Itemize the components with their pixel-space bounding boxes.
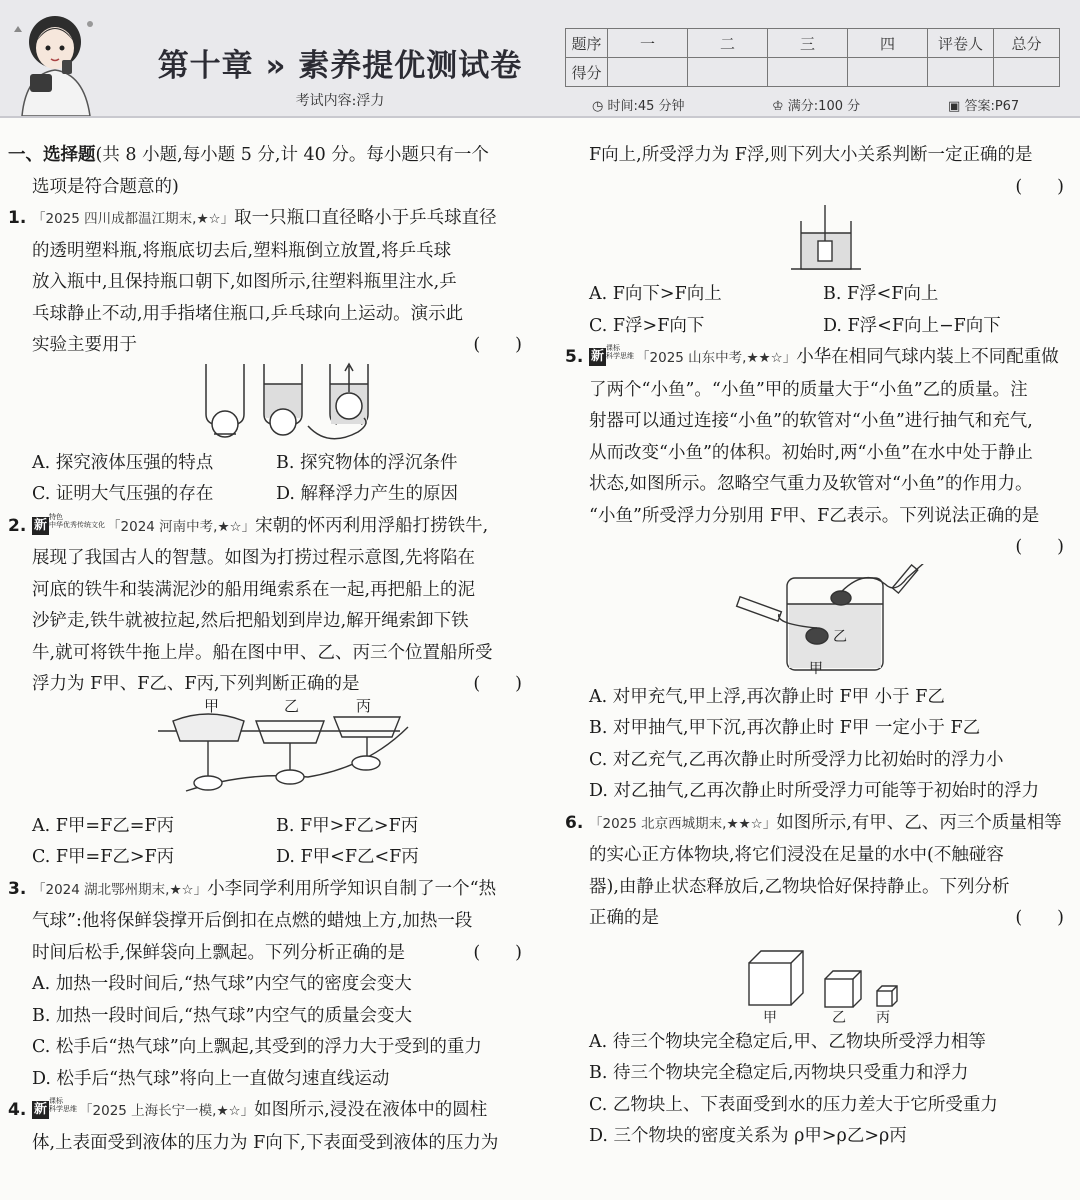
answer-bracket[interactable]: ( ): [473, 942, 522, 963]
new-badge: 新: [591, 349, 605, 364]
option-a[interactable]: A. 待三个物块完全稳定后,甲、乙物块所受浮力相等: [589, 1031, 986, 1052]
option-a[interactable]: A. F向下>F向上: [589, 284, 722, 304]
option-c[interactable]: C. 对乙充气,乙再次静止时所受浮力比初始时的浮力小: [589, 749, 1004, 770]
option-d[interactable]: D. F甲<F乙<F丙: [276, 847, 419, 867]
left-column: [8, 140, 528, 1159]
q2-boat-figure: [8, 696, 528, 811]
option-c[interactable]: C. F浮>F向下: [589, 315, 705, 336]
new-badge: 新: [34, 1102, 48, 1117]
label-bing: 丙: [356, 696, 372, 715]
label-yi: 乙: [832, 1009, 846, 1026]
option-b[interactable]: B. F浮<F向上: [823, 284, 939, 304]
page-header: [0, 0, 1080, 118]
question-4: 4. 新课标 科学思维 「2025 上海长宁一模,★☆」如图所示,浸没在液体中的圆柱 体,上表面受到液体的压力为 F向下,下表面受到液体的压力为: [8, 1097, 499, 1153]
mascot-girl-illustration: [0, 2, 118, 116]
new-badge: 新: [34, 517, 48, 533]
answer-text: 答案:P67: [964, 99, 1020, 114]
time-text: 时间:45 分钟: [607, 99, 685, 114]
q1-bottle-figure: [8, 362, 528, 448]
option-b[interactable]: B. 对甲抽气,甲下沉,再次静止时 F甲 一定小于 F乙: [589, 718, 981, 738]
standard-badge: 课标 科学思维: [606, 344, 635, 360]
answer-bracket[interactable]: ( ): [473, 335, 522, 355]
row-label-score: 得分: [566, 58, 608, 87]
exam-content-label: 考试内容:浮力: [295, 93, 385, 109]
question-6: 6. 「2025 北京西城期末,★★☆」如图所示,有甲、乙、丙三个质量相等 的实心正方体物块,将它们浸没在足量的水中(不触碰容 器),由静止状态释放后,乙物块恰好保持静止。下列分析 正确的是 ( ) 甲 乙 丙 A. 待三个物块完全稳定后,甲、乙物块所受浮力相等 B. 待三个物块完全稳定后,丙物块只受重力和浮力 C. 乙物块上、下表面受到水的压力差大于它所受重力 D. 三个物块的密度关系为 ρ甲>ρ乙>ρ丙: [565, 808, 1070, 1153]
option-b[interactable]: B. 待三个物块完全稳定后,丙物块只受重力和浮力: [589, 1063, 969, 1083]
option-b[interactable]: B. 加热一段时间后,“热气球”内空气的质量会变大: [32, 1005, 412, 1026]
q5-fish-figure: [565, 564, 1070, 682]
time-info: [592, 95, 685, 114]
option-c[interactable]: C. 证明大气压强的存在: [32, 484, 214, 504]
score-cell[interactable]: [994, 58, 1060, 87]
full-score-text: 满分:100 分: [787, 99, 861, 114]
score-table-row-order: [566, 29, 1060, 58]
option-d[interactable]: D. 松手后“热气球”将向上一直做匀速直线运动: [32, 1068, 390, 1089]
q4-continued: F向上,所受浮力为 F浮,则下列大小关系判断一定正确的是: [589, 145, 1033, 165]
section-1-heading: 一、选择题(共 8 小题,每小题 5 分,计 40 分。每小题只有一个: [8, 145, 489, 165]
score-cell[interactable]: [688, 58, 768, 87]
trophy-icon: ♔: [772, 99, 784, 114]
answer-bracket[interactable]: ( ): [1015, 908, 1064, 928]
col-2: 二: [688, 29, 768, 58]
clock-icon: ◷: [592, 99, 604, 114]
option-b[interactable]: B. F甲>F乙>F丙: [276, 815, 419, 836]
option-a[interactable]: A. 探究液体压强的特点: [32, 452, 214, 473]
option-c[interactable]: C. F甲=F乙>F丙: [32, 847, 175, 867]
question-2: 2. 新特色 中华优秀传统文化 「2024 河南中考,★☆」宋朝的怀丙利用浮船打捞铁牛, 展现了我国古人的智慧。如图为打捞过程示意图,先将陷在 河底的铁牛和装满泥沙的船用绳索系在一起,再把船上的泥 沙铲走,铁牛就被拉起,然后把船划到岸边,解开绳索卸下铁 牛,就可将铁牛拖上岸。船在图中甲、乙、丙三个位置船所受 浮力为 F甲、F乙、F丙,下列判断正确的是 ( ) 甲 乙 丙 A. F甲=F乙=F丙 B. F甲>F乙>F丙 C. F甲=F乙>F丙 D. F甲<F乙<F丙: [8, 511, 528, 874]
option-c[interactable]: C. 乙物块上、下表面受到水的压力差大于它所受重力: [589, 1094, 998, 1115]
option-c[interactable]: C. 松手后“热气球”向上飘起,其受到的浮力大于受到的重力: [32, 1037, 482, 1057]
section-1-desc: 选项是符合题意的): [32, 176, 179, 197]
right-column: [565, 140, 1070, 1153]
option-a[interactable]: A. 加热一段时间后,“热气球”内空气的密度会变大: [32, 974, 412, 994]
option-b[interactable]: B. 探究物体的浮沉条件: [276, 452, 458, 473]
question-1: 1. 「2025 四川成都温江期末,★☆」取一只瓶口直径略小于乒乓球直径 的透明塑料瓶,将瓶底切去后,塑料瓶倒立放置,将乒乓球 放入瓶中,且保持瓶口朝下,如图所示,往塑料瓶里注水,乒 乓球静止不动,用手指堵住瓶口,乒乓球向上运动。演示此 实验主要用于 ( ) A. 探究液体压强的特点 B. 探究物体的浮沉条件 C. 证明大气压强的存在 D. 解释浮力产生的原因: [8, 203, 528, 511]
label-jia: 甲: [763, 1009, 777, 1026]
standard-badge: 课标 科学思维: [49, 1097, 78, 1113]
label-jia: 甲: [809, 660, 823, 677]
col-total: 总分: [994, 29, 1060, 58]
score-cell[interactable]: [608, 58, 688, 87]
score-cell[interactable]: [848, 58, 928, 87]
q4-cylinder-figure: [565, 203, 1070, 279]
row-label-order: 题序: [566, 29, 608, 58]
label-jia: 甲: [204, 696, 220, 715]
score-table: [565, 28, 1060, 87]
col-4: 四: [848, 29, 928, 58]
label-yi: 乙: [284, 696, 300, 715]
score-cell[interactable]: [768, 58, 848, 87]
score-cell[interactable]: [928, 58, 994, 87]
chapter-title: 第十章 » 素养提优测试卷: [157, 48, 523, 84]
option-d[interactable]: D. 解释浮力产生的原因: [276, 484, 459, 504]
option-a[interactable]: A. F甲=F乙=F丙: [32, 815, 175, 836]
option-d[interactable]: D. F浮<F向上−F向下: [823, 315, 1001, 336]
option-d[interactable]: D. 对乙抽气,乙再次静止时所受浮力可能等于初始时的浮力: [589, 781, 1040, 801]
question-3: 3. 「2024 湖北鄂州期末,★☆」小李同学利用所学知识自制了一个“热 气球”:他将保鲜袋撑开后倒扣在点燃的蜡烛上方,加热一段 时间后松手,保鲜袋向上飘起。下列分析正确的是 ( ) A. 加热一段时间后,“热气球”内空气的密度会变大 B. 加热一段时间后,“热气球”内空气的质量会变大 C. 松手后“热气球”向上飘起,其受到的浮力大于受到的重力 D. 松手后“热气球”将向上一直做匀速直线运动: [8, 874, 528, 1096]
answer-bracket[interactable]: ( ): [473, 674, 522, 694]
col-grader: 评卷人: [928, 29, 994, 58]
question-5: 5. 新课标 科学思维 「2025 山东中考,★★☆」小华在相同气球内装上不同配重做 了两个“小鱼”。“小鱼”甲的质量大于“小鱼”乙的质量。注 射器可以通过连接“小鱼”的软管对“小鱼”进行抽气和充气, 从而改变“小鱼”的体积。初始时,两“小鱼”在水中处于静止 状态,如图所示。忽略空气重力及软管对“小鱼”的作用力。 “小鱼”所受浮力分别用 F甲、F乙表示。下列说法正确的是 ( ) 乙 甲 A. 对甲充气,甲上浮,再次静止时 F甲 小于 F乙 B. 对甲抽气,甲下沉,再次静止时 F甲 一定小于 F乙 C. 对乙充气,乙再次静止时所受浮力比初始时的浮力小 D. 对乙抽气,乙再次静止时所受浮力可能等于初始时的浮力: [565, 342, 1070, 808]
answer-info: [948, 95, 1019, 114]
score-table-row-score: [566, 58, 1060, 87]
label-bing: 丙: [876, 1009, 890, 1026]
option-a[interactable]: A. 对甲充气,甲上浮,再次静止时 F甲 小于 F乙: [589, 686, 945, 707]
col-1: 一: [608, 29, 688, 58]
option-d[interactable]: D. 三个物块的密度关系为 ρ甲>ρ乙>ρ丙: [589, 1126, 907, 1146]
full-score-info: [772, 95, 860, 114]
q6-cubes-figure: [565, 935, 1070, 1027]
col-3: 三: [768, 29, 848, 58]
answer-bracket[interactable]: ( ): [1015, 176, 1064, 197]
label-yi: 乙: [833, 628, 847, 645]
answer-key-icon: ▣: [948, 99, 961, 114]
feature-badge: 特色 中华优秀传统文化: [49, 512, 106, 529]
answer-bracket[interactable]: ( ): [1015, 537, 1064, 557]
